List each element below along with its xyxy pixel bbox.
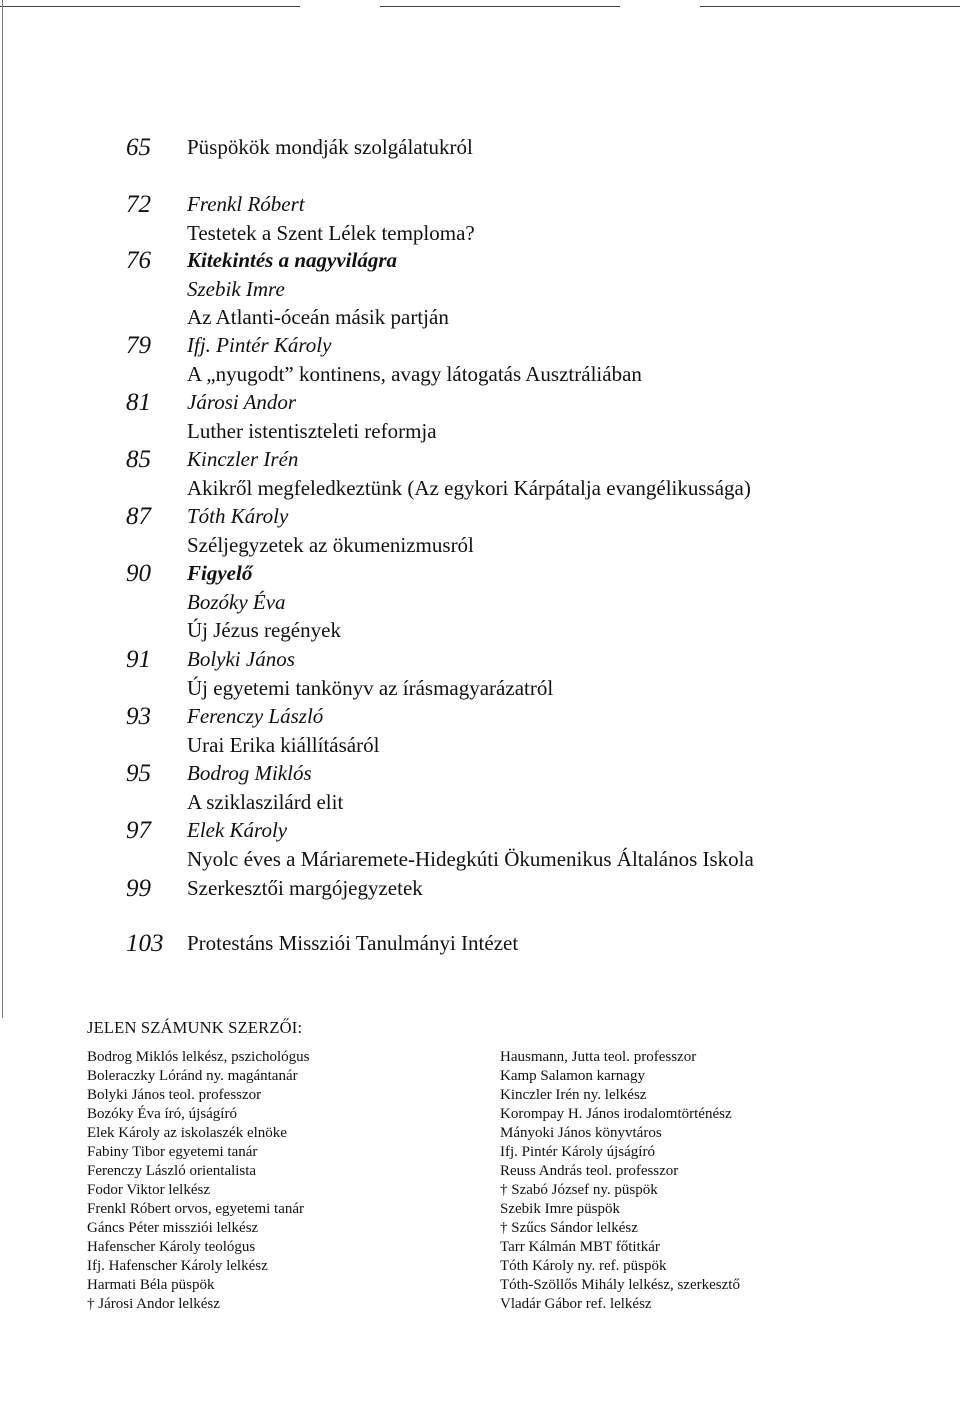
toc-author: Ferenczy László xyxy=(187,704,324,728)
toc-page-number: 91 xyxy=(126,646,151,673)
toc-title: Széljegyzetek az ökumenizmusról xyxy=(187,532,474,557)
toc-section: Kitekintés a nagyvilágra xyxy=(187,248,397,272)
contributors-heading: JELEN SZÁMUNK SZERZŐI: xyxy=(87,1018,303,1037)
toc-title: Luther istentiszteleti reformja xyxy=(187,418,437,443)
toc-page-number: 76 xyxy=(126,247,151,274)
contributor-entry: Korompay H. János irodalomtörténész xyxy=(500,1106,732,1122)
contributor-entry: Tóth Károly ny. ref. püspök xyxy=(500,1258,667,1274)
toc-page-number: 87 xyxy=(126,503,151,530)
contributor-entry: Fodor Viktor lelkész xyxy=(87,1182,210,1198)
toc-page-number: 85 xyxy=(126,446,151,473)
toc-author: Bozóky Éva xyxy=(187,589,286,614)
contributor-entry: Bodrog Miklós lelkész, pszichológus xyxy=(87,1049,310,1065)
toc-title: Új egyetemi tankönyv az írásmagyarázatról xyxy=(187,675,554,700)
contributor-entry: Gáncs Péter missziói lelkész xyxy=(87,1220,259,1236)
contributor-entry: † Járosi Andor lelkész xyxy=(87,1296,220,1312)
toc-author: Ifj. Pintér Károly xyxy=(187,333,332,357)
contributor-entry: Mányoki János könyvtáros xyxy=(500,1125,662,1141)
toc-page-number: 81 xyxy=(126,389,151,416)
contributor-entry: † Szabó József ny. püspök xyxy=(500,1182,658,1198)
toc-section: Figyelő xyxy=(187,561,253,585)
toc-title: A sziklaszilárd elit xyxy=(187,789,344,814)
contributor-entry: Frenkl Róbert orvos, egyetemi tanár xyxy=(87,1201,305,1217)
toc-title: Nyolc éves a Máriaremete-Hidegkúti Ökumenikus Általános Iskola xyxy=(187,846,754,871)
toc-author: Tóth Károly xyxy=(187,504,289,528)
contributor-entry: Bozóky Éva író, újságíró xyxy=(87,1106,237,1122)
top-rule-left xyxy=(0,6,300,7)
toc-page-number: 72 xyxy=(126,191,151,218)
toc-page-number: 90 xyxy=(126,560,151,587)
contributor-entry: Ifj. Hafenscher Károly lelkész xyxy=(87,1258,268,1274)
toc-page-number: 65 xyxy=(126,134,151,161)
contributor-entry: Bolyki János teol. professzor xyxy=(87,1087,262,1103)
toc-author: Kinczler Irén xyxy=(187,447,299,471)
contributor-entry: Boleraczky Lóránd ny. magántanár xyxy=(87,1068,298,1084)
contributor-entry: Tóth-Szöllős Mihály lelkész, szerkesztő xyxy=(500,1277,740,1293)
contributor-entry: Kinczler Irén ny. lelkész xyxy=(500,1087,647,1103)
toc-title: Urai Erika kiállításáról xyxy=(187,732,380,757)
contributors-left-column xyxy=(87,1048,309,1314)
toc-page-number: 99 xyxy=(126,875,151,902)
contributor-entry: Harmati Béla püspök xyxy=(87,1277,215,1293)
toc-page-number: 79 xyxy=(126,332,151,359)
contributor-entry: Ferenczy László orientalista xyxy=(87,1163,257,1179)
toc-author: Bodrog Miklós xyxy=(187,761,312,785)
toc-page-number: 97 xyxy=(126,817,151,844)
contributors-right-column xyxy=(500,1048,740,1314)
top-rule-right xyxy=(700,6,960,7)
contributor-entry: Vladár Gábor ref. lelkész xyxy=(500,1296,652,1312)
contributor-entry: Reuss András teol. professzor xyxy=(500,1163,679,1179)
toc-title: Protestáns Missziói Tanulmányi Intézet xyxy=(187,931,519,955)
toc-title: Püspökök mondják szolgálatukról xyxy=(187,135,473,159)
contributor-entry: Ifj. Pintér Károly újságíró xyxy=(500,1144,655,1160)
toc-title: A „nyugodt” kontinens, avagy látogatás Ausztráliában xyxy=(187,361,642,386)
top-rule-mid xyxy=(380,6,620,7)
contributor-entry: Hafenscher Károly teológus xyxy=(87,1239,256,1255)
contributor-entry: Szebik Imre püspök xyxy=(500,1201,620,1217)
toc-title: Az Atlanti-óceán másik partján xyxy=(187,305,449,329)
contributor-entry: Hausmann, Jutta teol. professzor xyxy=(500,1049,697,1065)
contributor-entry: Kamp Salamon karnagy xyxy=(500,1068,645,1084)
contributor-entry: Tarr Kálmán MBT főtitkár xyxy=(500,1239,660,1255)
toc-author: Szebik Imre xyxy=(187,276,285,301)
toc-title: Akikről megfeledkeztünk (Az egykori Kárpátalja evangélikussága) xyxy=(187,475,751,500)
toc-title: Szerkesztői margójegyzetek xyxy=(187,876,423,900)
toc-title: Új Jézus regények xyxy=(187,618,341,642)
toc-page-number: 93 xyxy=(126,703,151,730)
contributor-entry: Fabiny Tibor egyetemi tanár xyxy=(87,1144,258,1160)
toc-page-number: 103 xyxy=(126,930,164,957)
contributor-entry: † Szűcs Sándor lelkész xyxy=(500,1220,638,1236)
toc-author: Járosi Andor xyxy=(187,390,297,414)
toc-author: Frenkl Róbert xyxy=(187,192,305,216)
contributor-entry: Elek Károly az iskolaszék elnöke xyxy=(87,1125,287,1141)
toc-author: Elek Károly xyxy=(187,818,288,842)
page-left-edge xyxy=(2,0,3,1018)
toc-page-number: 95 xyxy=(126,760,151,787)
toc-author: Bolyki János xyxy=(187,647,295,671)
toc-title: Testetek a Szent Lélek temploma? xyxy=(187,220,475,245)
